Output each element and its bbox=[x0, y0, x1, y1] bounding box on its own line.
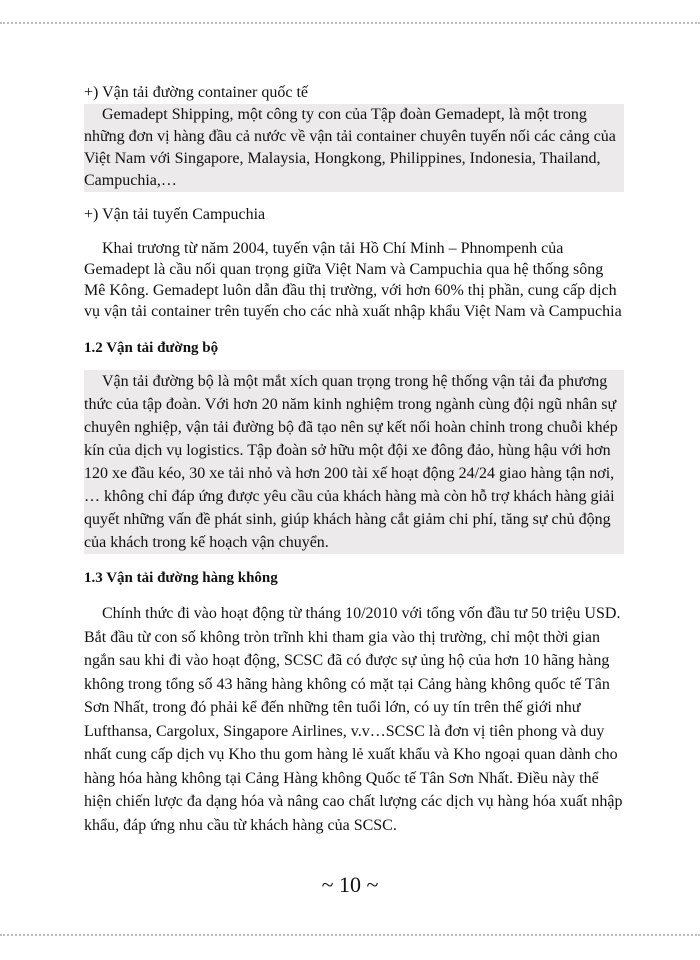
cambodia-route-heading: +) Vận tải tuyến Campuchia bbox=[84, 206, 266, 223]
air-transport-paragraph: Chính thức đi vào hoạt động từ tháng 10/2010 với tổng vốn đầu tư 50 triệu USD. Bắt đầu từ con số không tròn trĩnh khi tham gia vào thị trường, chỉ một thời gian ngắn sau khi đi vào hoạt động, SCSC đã có được sự ủng hộ của hơn 10 hãng hàng không trong tổng số 43 hãng hàng không có mặt tại Cảng hàng không quốc tế Tân Sơn Nhất, trong đó phải kể đến những tên tuổi lớn, có uy tín trên thế giới như Lufthansa, Cargolux, Singapore Airlines, v.v…SCSC là đơn vị tiên phong và duy nhất cung cấp dịch vụ Kho thu gom hàng lẻ xuất khẩu và Kho ngoại quan dành cho hàng hóa hàng không tại Cảng Hàng không Quốc tế Tân Sơn Nhất. Điều này thể hiện chiến lược đa dạng hóa và nâng cao chất lượng các dịch vụ hàng hóa xuất nhập khẩu, đáp ứng nhu cầu từ khách hàng của SCSC. bbox=[84, 605, 623, 834]
cambodia-route-paragraph: Khai trương từ năm 2004, tuyến vận tải Hồ Chí Minh – Phnompenh của Gemadept là cầu nối quan trọng giữa Việt Nam và Campuchia qua hệ thống sông Mê Kông. Gemadept luôn dẫn đầu thị trường, với hơn 60% thị phần, cung cấp dịch vụ vận tải container trên tuyến cho các nhà xuất nhập khẩu Việt Nam và Campuchia bbox=[84, 240, 622, 320]
intl-container-paragraph: Gemadept Shipping, một công ty con của Tập đoàn Gemadept, là một trong những đơn vị hàng đầu cả nước về vận tải container chuyên tuyến nối các cảng của Việt Nam với Singapore, Malaysia, Hongkong, Philippines, Indonesia, Thailand, Campuchia,… bbox=[84, 104, 624, 192]
page-content bbox=[84, 82, 624, 837]
air-transport-heading: 1.3 Vận tải đường hàng không bbox=[84, 570, 278, 586]
road-transport-heading: 1.2 Vận tải đường bộ bbox=[84, 340, 219, 356]
bottom-dotted-border bbox=[0, 934, 700, 936]
intl-container-heading: +) Vận tải đường container quốc tế bbox=[84, 84, 309, 101]
road-transport-paragraph: Vận tải đường bộ là một mắt xích quan trọng trong hệ thống vận tải đa phương thức của tập đoàn. Với hơn 20 năm kinh nghiệm trong ngành cùng đội ngũ nhân sự chuyên nghiệp, vận tải đường bộ đã tạo nên sự kết nối hoàn chỉnh trong chuỗi khép kín của dịch vụ logistics. Tập đoàn sở hữu một đội xe đông đảo, hùng hậu với hơn 120 xe đầu kéo, 30 xe tải nhỏ và hơn 200 tài xế hoạt động 24/24 giao hàng tận nơi, … không chỉ đáp ứng được yêu cầu của khách hàng mà còn hỗ trợ khách hàng giải quyết những vấn đề phát sinh, giúp khách hàng cắt giảm chi phí, tăng sự chủ động của khách trong kế hoạch vận chuyển. bbox=[84, 370, 624, 554]
page-number: ~ 10 ~ bbox=[321, 872, 379, 897]
top-dotted-border bbox=[0, 22, 700, 24]
